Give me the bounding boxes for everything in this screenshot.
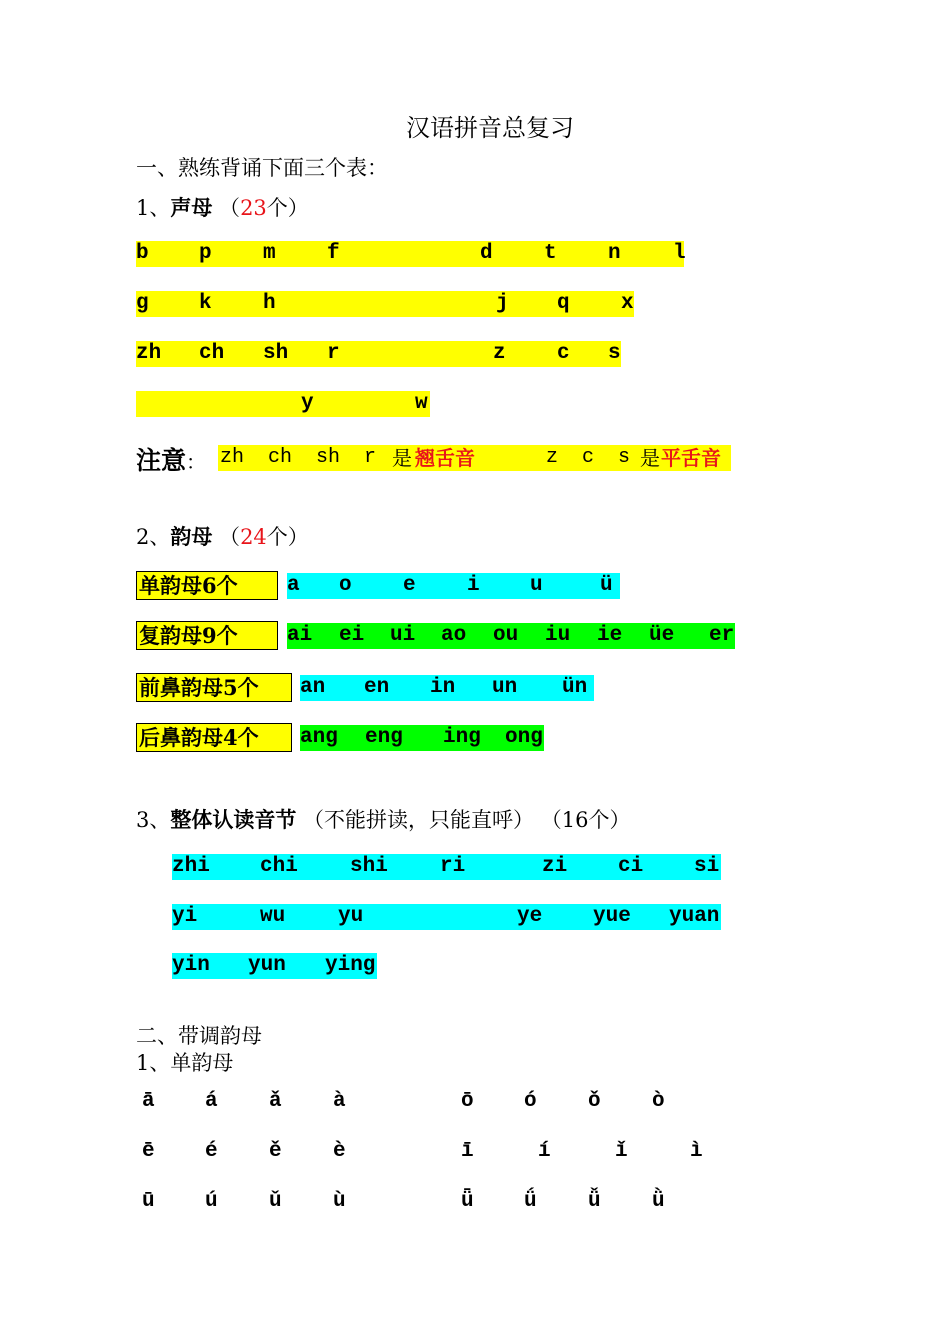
yunmu-num: 2、 [136,525,171,549]
yunmu-item: ü [600,574,613,597]
tone-vowel: ě [269,1140,282,1163]
syllable: ye [517,905,543,928]
tone-vowel: ī [461,1140,474,1163]
tone-vowel: ǘ [524,1190,537,1213]
syllable: ci [618,855,644,878]
tone-vowel: ǖ [461,1190,474,1213]
syllable: yin [172,954,210,977]
note-label-text: 注意 [136,446,187,475]
syllable: yi [172,905,198,928]
houbi-yunmu-label: 后鼻韵母4个 [136,723,292,752]
yunmu-item: en [364,676,390,699]
yunmu-item: iu [545,624,571,647]
note-type1: 翘舌音 [415,446,475,470]
shengmu-letter: zh [136,342,162,365]
shengmu-letter: q [557,292,570,315]
note-colon: ： [186,450,207,474]
tone-vowel: à [333,1090,346,1113]
yunmu-item: ong [505,726,543,749]
tone-vowel: ù [333,1190,346,1213]
tone-vowel: ú [205,1190,218,1213]
note-is1: 是 [392,446,412,470]
dan-yunmu-row [287,573,620,599]
shengmu-letter: y [301,392,314,415]
yunmu-count: 24 [240,525,267,549]
tone-vowel: è [333,1140,346,1163]
syllable: yun [248,954,286,977]
yunmu-open: （ [212,525,241,549]
yunmu-close: 个） [266,525,309,549]
shengmu-letter: b [136,242,149,265]
syllable: yuan [669,905,720,928]
shengmu-row-3 [136,341,621,367]
syllable: zhi [172,855,210,878]
tone-vowel: ó [524,1090,537,1113]
shengmu-heading [136,192,309,222]
tone-vowel: í [538,1140,551,1163]
tone-vowel: ǔ [269,1190,282,1213]
tone-vowel: ū [142,1190,155,1213]
shengmu-open: （ [212,196,241,220]
qianbi-yunmu-label: 前鼻韵母5个 [136,673,292,702]
shengmu-letter: p [199,242,212,265]
note-label [136,441,206,477]
shengmu-letter: n [608,242,621,265]
shengmu-row-1 [136,241,684,267]
syllable: ri [440,855,466,878]
fu-yunmu-row [287,623,735,649]
shengmu-letter: m [263,242,276,265]
syllable: wu [260,905,286,928]
zhengti-row-3 [172,953,377,979]
yunmu-item: ui [390,624,416,647]
yunmu-item: ing [443,726,481,749]
zhengti-desc: （不能拼读，只能直呼） （16个） [296,808,631,832]
shengmu-letter: c [557,342,570,365]
dan-yunmu-label: 单韵母6个 [136,571,278,600]
shengmu-letter: w [415,392,428,415]
zhengti-heading [136,804,630,834]
tone-vowel: ǚ [588,1190,601,1213]
yunmu-item: eng [365,726,403,749]
yunmu-item: er [709,624,735,647]
yunmu-item: ao [441,624,467,647]
shengmu-letter: k [199,292,212,315]
shengmu-num: 1、 [136,196,171,220]
shengmu-letter: z [493,342,506,365]
note-group2: z c s [546,446,631,469]
section1-heading: 一、熟练背诵下面三个表： [136,156,388,180]
zhengti-row-2 [172,904,721,930]
yunmu-item: ün [562,676,588,699]
fu-yunmu-label: 复韵母9个 [136,621,278,650]
shengmu-name: 声母 [170,195,213,220]
zhengti-row-1 [172,854,721,880]
shengmu-letter: t [544,242,557,265]
shengmu-row-4 [136,391,430,417]
tone-vowel: ò [652,1090,665,1113]
yunmu-item: o [339,574,352,597]
yunmu-item: ou [493,624,519,647]
shengmu-letter: x [621,292,634,315]
syllable: yu [338,905,364,928]
shengmu-letter: j [496,292,509,315]
syllable: ying [325,954,376,977]
syllable: si [694,855,720,878]
yunmu-item: e [403,574,416,597]
shengmu-letter: f [327,242,340,265]
shengmu-row-2 [136,291,634,317]
yunmu-item: ie [597,624,623,647]
yunmu-item: an [300,676,326,699]
yunmu-item: i [467,574,480,597]
yunmu-item: a [287,574,300,597]
tone-vowel: ǎ [269,1090,282,1113]
yunmu-heading [136,521,309,551]
shengmu-letter: h [263,292,276,315]
shengmu-close: 个） [266,196,309,220]
note-type2: 平舌音 [661,446,721,470]
shengmu-letter: d [480,242,493,265]
shengmu-letter: s [608,342,621,365]
shengmu-letter: ch [199,342,225,365]
yunmu-item: un [492,676,518,699]
tone-vowel: ō [461,1090,474,1113]
syllable: zi [542,855,568,878]
yunmu-item: in [430,676,456,699]
tone-vowel: ā [142,1090,155,1113]
shengmu-count: 23 [240,196,267,220]
yunmu-name: 韵母 [170,524,213,549]
yunmu-item: ai [287,624,313,647]
shengmu-letter: r [327,342,340,365]
section2-sub: 1、单韵母 [136,1051,234,1075]
qianbi-yunmu-row [300,675,594,701]
note-group1: zh ch sh r [220,446,377,469]
note-is2: 是 [640,446,660,470]
yunmu-item: ei [339,624,365,647]
yunmu-item: ang [300,726,338,749]
tone-vowel: ǜ [652,1190,665,1213]
shengmu-letter: l [673,242,686,265]
houbi-yunmu-row [300,725,544,751]
shengmu-letter: g [136,292,149,315]
page-title: 汉语拼音总复习 [406,114,574,142]
tone-vowel: ǐ [615,1140,628,1163]
yunmu-item: üe [649,624,675,647]
syllable: shi [350,855,388,878]
syllable: yue [593,905,631,928]
tone-vowel: á [205,1090,218,1113]
zhengti-name: 整体认读音节 [170,807,297,832]
shengmu-letter: sh [263,342,289,365]
zhengti-num: 3、 [136,808,171,832]
section2-heading: 二、带调韵母 [136,1024,262,1048]
tone-vowel: ǒ [588,1090,601,1113]
syllable: chi [260,855,298,878]
tone-vowel: ē [142,1140,155,1163]
yunmu-item: u [530,574,543,597]
tone-vowel: ì [690,1140,703,1163]
tone-vowel: é [205,1140,218,1163]
